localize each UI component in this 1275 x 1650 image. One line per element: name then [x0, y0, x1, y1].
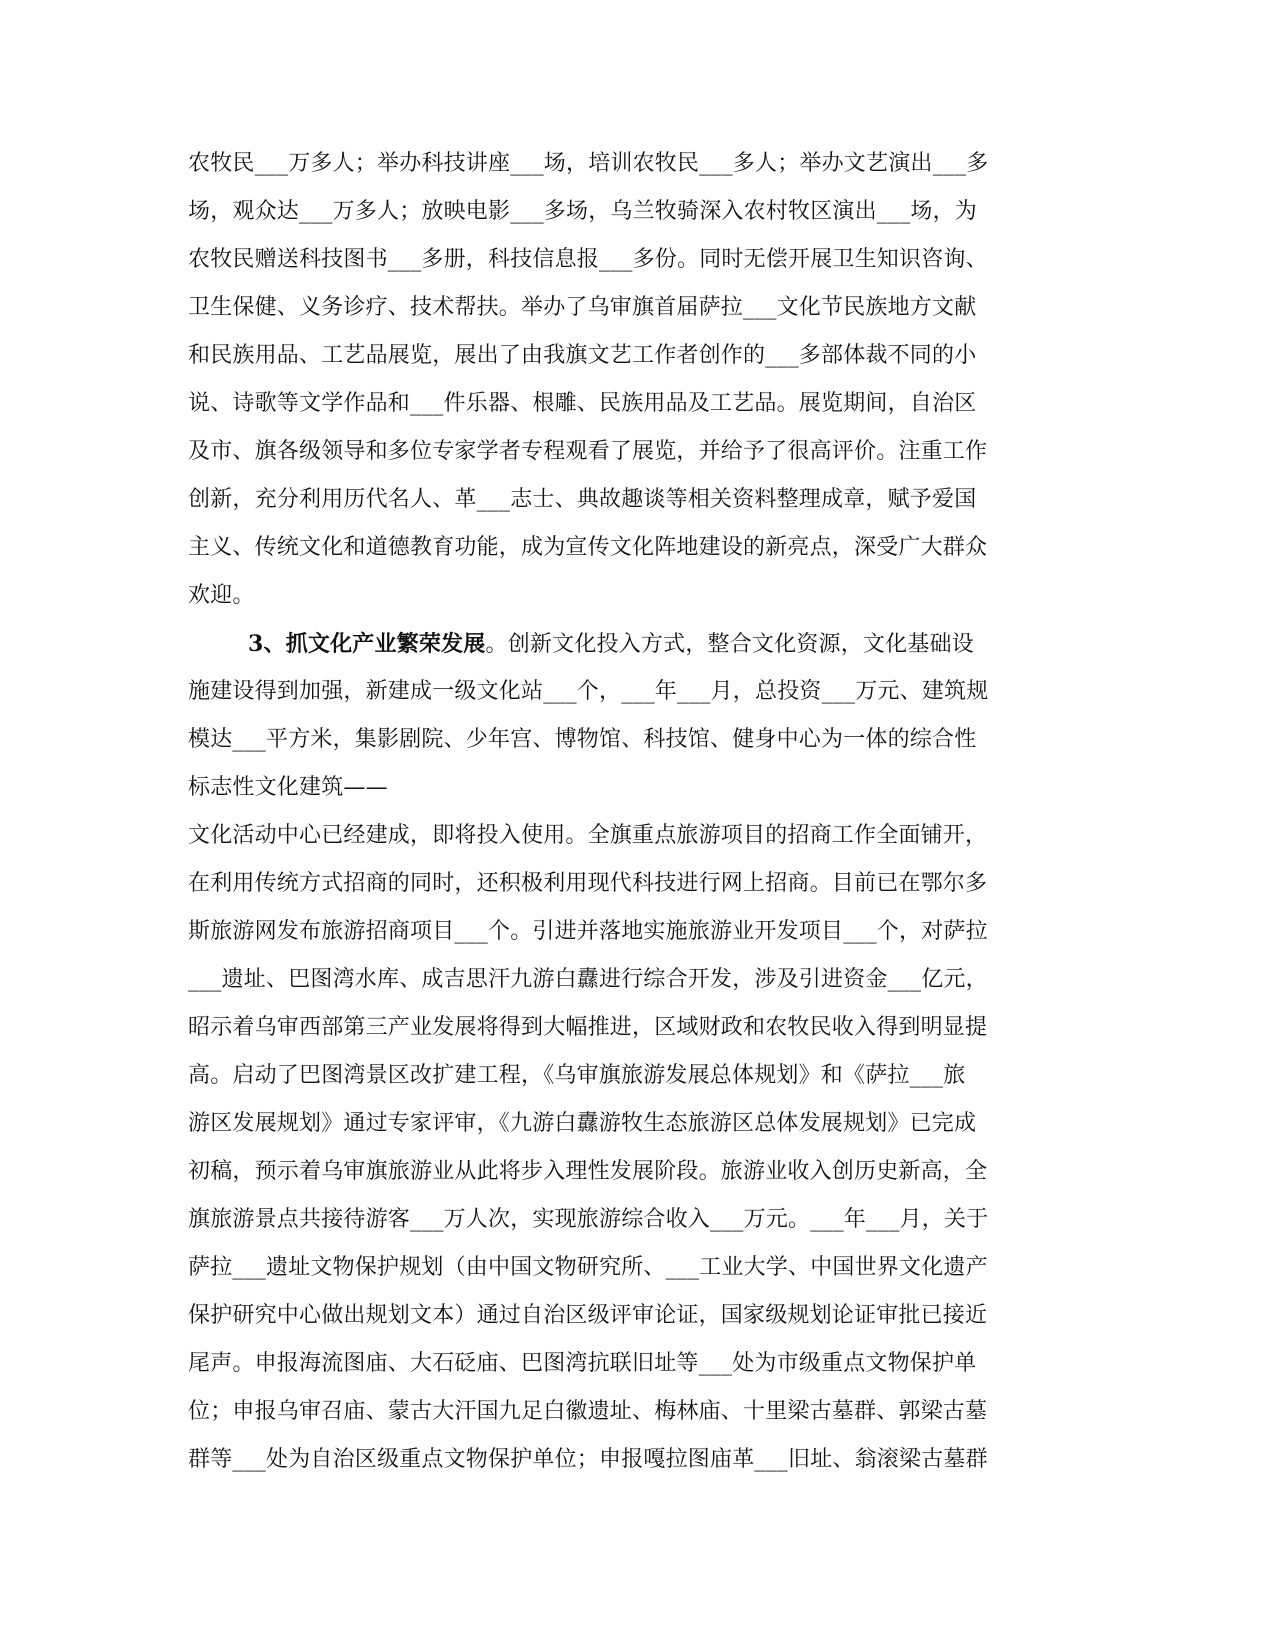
section-3-paragraph	[188, 620, 1088, 1484]
text-line: 萨拉___遗址文物保护规划（由中国文物研究所、___工业大学、中国世界文化遗产	[188, 1255, 988, 1280]
text-line: 在利用传统方式招商的同时，还积极利用现代科技进行网上招商。目前已在鄂尔多	[188, 871, 988, 896]
section-heading: 3、抓文化产业繁荣发展	[248, 631, 486, 657]
heading-line-text: 。创新文化投入方式，整合文化资源，文化基础设	[485, 632, 974, 657]
text-line: 说、诗歌等文学作品和___件乐器、根雕、民族用品及工艺品。展览期间，自治区	[188, 391, 977, 416]
text-line: 农牧民赠送科技图书___多册，科技信息报___多份。同时无偿开展卫生知识咨询、	[188, 247, 988, 272]
text-line: 农牧民___万多人；举办科技讲座___场，培训农牧民___多人；举办文艺演出___多	[188, 151, 989, 176]
text-line: 位；申报乌审召庙、蒙古大汗国九足白徽遗址、梅林庙、十里梁古墓群、郭梁古墓	[188, 1399, 988, 1424]
text-line: 保护研究中心做出规划文本）通过自治区级评审论证，国家级规划论证审批已接近	[188, 1303, 988, 1328]
document-body	[188, 140, 1088, 1484]
text-line: 模达___平方米，集影剧院、少年宫、博物馆、科技馆、健身中心为一体的综合性	[188, 727, 977, 752]
text-line: 及市、旗各级领导和多位专家学者专程观看了展览，并给予了很高评价。注重工作	[188, 439, 988, 464]
text-line: 旗旅游景点共接待游客___万人次，实现旅游综合收入___万元。___年___月，关于	[188, 1207, 989, 1232]
text-line: 昭示着乌审西部第三产业发展将得到大幅推进，区域财政和农牧民收入得到明显提	[188, 1015, 988, 1040]
text-line: 游区发展规划》通过专家评审，《九游白纛游牧生态旅游区总体发展规划》已完成	[188, 1111, 977, 1136]
text-line: 文化活动中心已经建成，即将投入使用。全旗重点旅游项目的招商工作全面铺开，	[188, 823, 988, 848]
text-line: 和民族用品、工艺品展览，展出了由我旗文艺工作者创作的___多部体裁不同的小	[188, 343, 977, 368]
text-line: 欢迎。	[188, 583, 255, 608]
text-line: 场，观众达___万多人；放映电影___多场，乌兰牧骑深入农村牧区演出___场，为	[188, 199, 978, 224]
text-line: 创新，充分利用历代名人、革___志士、典故趣谈等相关资料整理成章，赋予爱国	[188, 487, 977, 512]
text-line: 初稿，预示着乌审旗旅游业从此将步入理性发展阶段。旅游业收入创历史新高，全	[188, 1159, 988, 1184]
section-heading-line	[188, 620, 1088, 668]
text-line: 尾声。申报海流图庙、大石砭庙、巴图湾抗联旧址等___处为市级重点文物保护单	[188, 1351, 977, 1376]
text-line: 群等___处为自治区级重点文物保护单位；申报嘎拉图庙革___旧址、翁滚梁古墓群	[188, 1447, 988, 1472]
text-line: 主义、传统文化和道德教育功能，成为宣传文化阵地建设的新亮点，深受广大群众	[188, 535, 988, 560]
text-line: 斯旅游网发布旅游招商项目___个。引进并落地实施旅游业开发项目___个，对萨拉	[188, 919, 988, 944]
paragraph-1	[188, 140, 1088, 620]
text-line: 标志性文化建筑——	[188, 775, 388, 800]
text-line: 施建设得到加强，新建成一级文化站___个，___年___月，总投资___万元、建筑规	[188, 679, 989, 704]
text-line: 卫生保健、义务诊疗、技术帮扶。举办了乌审旗首届萨拉___文化节民族地方文献	[188, 295, 977, 320]
text-line: ___遗址、巴图湾水库、成吉思汗九游白纛进行综合开发，涉及引进资金___亿元，	[188, 967, 988, 992]
text-line: 高。启动了巴图湾景区改扩建工程，《乌审旗旅游发展总体规划》和《萨拉___旅	[188, 1063, 966, 1088]
